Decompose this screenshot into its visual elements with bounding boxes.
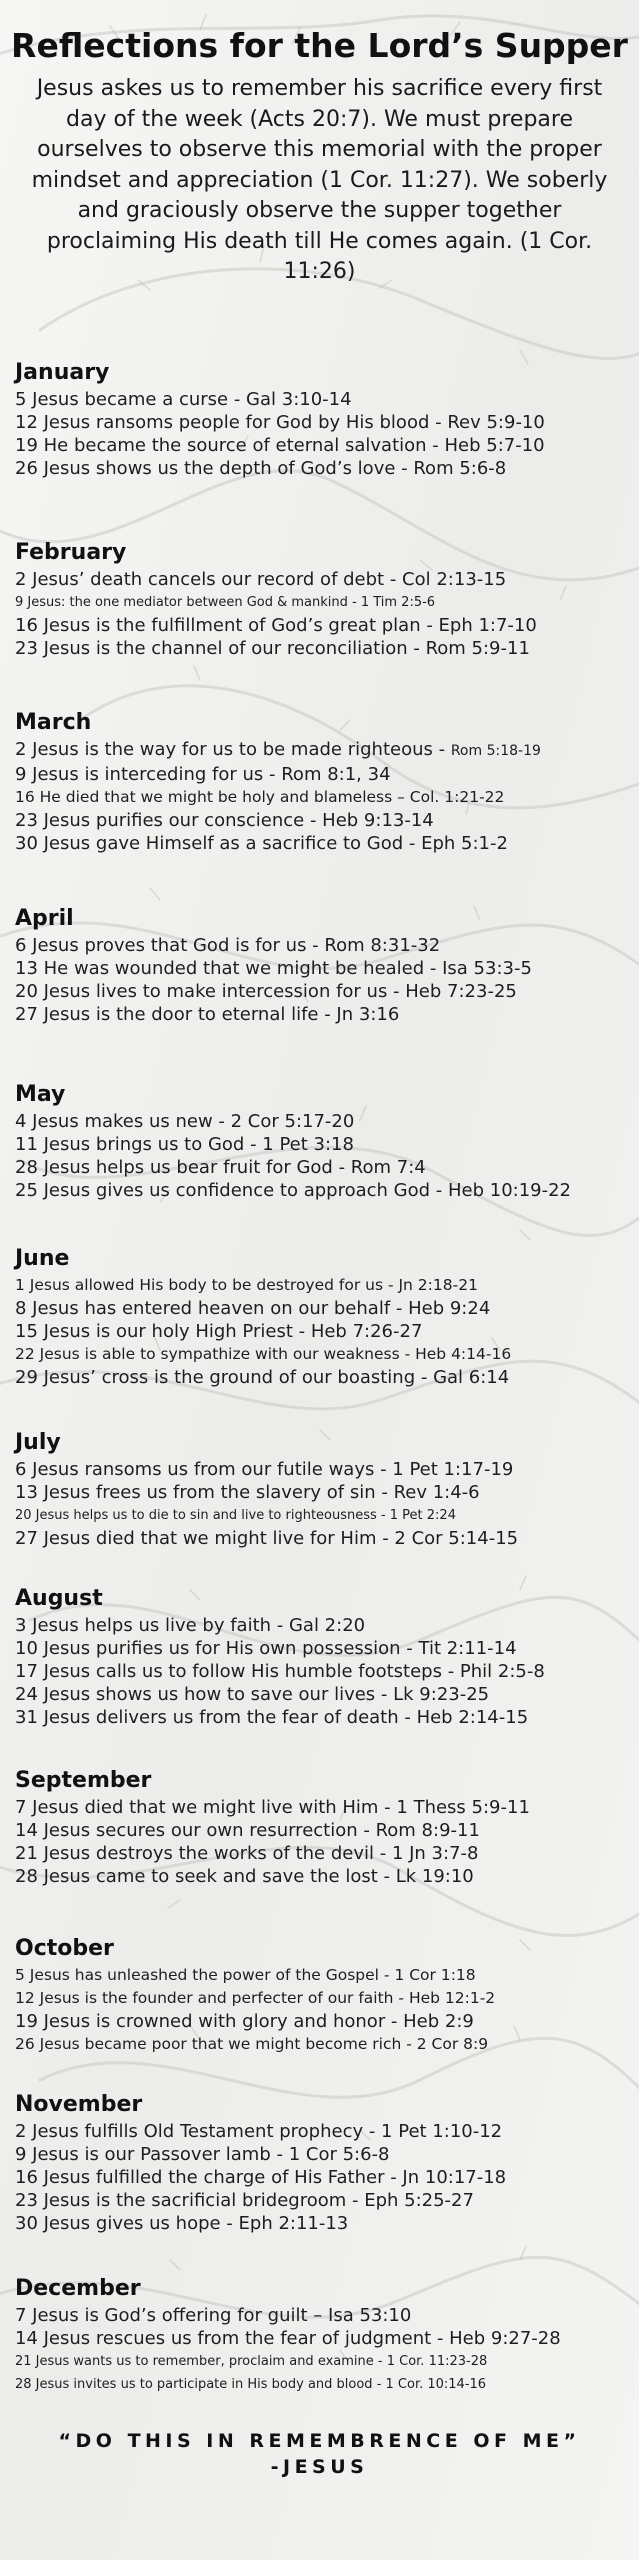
list-item: 22 Jesus is able to sympathize with our weakness - Heb 4:14-16 bbox=[15, 1345, 512, 1363]
month-august bbox=[15, 1584, 635, 1729]
closing-attribution: -JESUS bbox=[270, 2456, 369, 2478]
entry-list bbox=[15, 1274, 635, 1389]
list-item: 13 Jesus frees us from the slavery of sin - Rev 1:4-6 bbox=[15, 1482, 480, 1503]
list-item: 23 Jesus purifies our conscience - Heb 9:13-14 bbox=[15, 810, 434, 831]
list-item: 19 Jesus is crowned with glory and honor - Heb 2:9 bbox=[15, 2011, 474, 2032]
list-item: 30 Jesus gives us hope - Eph 2:11-13 bbox=[15, 2213, 349, 2234]
list-item: 19 He became the source of eternal salvation - Heb 5:7-10 bbox=[15, 435, 545, 456]
month-heading: July bbox=[15, 1430, 61, 1455]
list-item: 2 Jesus fulfills Old Testament prophecy - 1 Pet 1:10-12 bbox=[15, 2121, 503, 2142]
list-item: 26 Jesus shows us the depth of God’s love - Rom 5:6-8 bbox=[15, 458, 507, 479]
list-item: 10 Jesus purifies us for His own possession - Tit 2:11-14 bbox=[15, 1638, 517, 1659]
list-item: 13 He was wounded that we might be healed - Isa 53:3-5 bbox=[15, 958, 532, 979]
list-item: 16 Jesus is the fulfillment of God’s great plan - Eph 1:7-10 bbox=[15, 615, 537, 636]
list-item: 6 Jesus ransoms us from our futile ways - 1 Pet 1:17-19 bbox=[15, 1459, 514, 1480]
list-item: 5 Jesus has unleashed the power of the Gospel - 1 Cor 1:18 bbox=[15, 1966, 476, 1984]
entry-list bbox=[15, 1458, 635, 1550]
list-item: 14 Jesus secures our own resurrection - Rom 8:9-11 bbox=[15, 1820, 480, 1841]
month-september bbox=[15, 1766, 635, 1888]
month-may bbox=[15, 1080, 635, 1202]
list-item: 12 Jesus ransoms people for God by His blood - Rev 5:9-10 bbox=[15, 412, 545, 433]
entry-list bbox=[15, 1614, 635, 1729]
list-item: 20 Jesus helps us to die to sin and live to righteousness - 1 Pet 2:24 bbox=[15, 1508, 456, 1523]
entry-list bbox=[15, 2304, 635, 2396]
entry-list bbox=[15, 934, 635, 1026]
list-item: 16 Jesus fulfilled the charge of His Father - Jn 10:17-18 bbox=[15, 2167, 507, 2188]
list-item: 1 Jesus allowed His body to be destroyed for us - Jn 2:18-21 bbox=[15, 1276, 478, 1294]
list-item: 16 He died that we might be holy and blameless – Col. 1:21-22 bbox=[15, 788, 505, 806]
month-heading: May bbox=[15, 1082, 66, 1107]
entry-text: 2 Jesus is the way for us to be made righteous - bbox=[15, 739, 451, 760]
month-june bbox=[15, 1244, 635, 1389]
list-item: 23 Jesus is the channel of our reconciliation - Rom 5:9-11 bbox=[15, 638, 530, 659]
month-october bbox=[15, 1934, 635, 2056]
month-april bbox=[15, 904, 635, 1026]
list-item: 9 Jesus is our Passover lamb - 1 Cor 5:6-8 bbox=[15, 2144, 390, 2165]
list-item: 29 Jesus’ cross is the ground of our boasting - Gal 6:14 bbox=[15, 1367, 510, 1388]
intro-paragraph: Jesus askes us to remember his sacrifice every first day of the week (Acts 20:7). We must prepare ourselves to observe this memorial with the proper mindset and appreciation (1 Cor. 11:27). We soberly and graciously observe the supper together proclaiming His death till He comes again. (1 Cor. 11:26) bbox=[31, 76, 608, 284]
month-january bbox=[15, 358, 635, 480]
month-heading: September bbox=[15, 1768, 152, 1793]
month-heading: January bbox=[15, 360, 110, 385]
month-heading: November bbox=[15, 2092, 143, 2117]
list-item: 7 Jesus is God’s offering for guilt – Isa 53:10 bbox=[15, 2305, 412, 2326]
list-item: 2 Jesus’ death cancels our record of debt - Col 2:13-15 bbox=[15, 569, 507, 590]
list-item: 6 Jesus proves that God is for us - Rom 8:31-32 bbox=[15, 935, 441, 956]
list-item: 30 Jesus gave Himself as a sacrifice to God - Eph 5:1-2 bbox=[15, 833, 508, 854]
list-item: 27 Jesus is the door to eternal life - Jn 3:16 bbox=[15, 1004, 400, 1025]
list-item: 20 Jesus lives to make intercession for us - Heb 7:23-25 bbox=[15, 981, 517, 1002]
month-july bbox=[15, 1428, 635, 1550]
month-heading: June bbox=[15, 1246, 70, 1271]
list-item: 17 Jesus calls us to follow His humble footsteps - Phil 2:5-8 bbox=[15, 1661, 545, 1682]
entry-list bbox=[15, 568, 635, 660]
list-item: 12 Jesus is the founder and perfecter of our faith - Heb 12:1-2 bbox=[15, 1989, 496, 2007]
list-item: 15 Jesus is our holy High Priest - Heb 7:26-27 bbox=[15, 1321, 423, 1342]
page-title: Reflections for the Lord’s Supper bbox=[11, 26, 628, 65]
month-november bbox=[15, 2090, 635, 2235]
list-item: 14 Jesus rescues us from the fear of judgment - Heb 9:27-28 bbox=[15, 2328, 561, 2349]
month-heading: March bbox=[15, 710, 92, 735]
entry-list bbox=[15, 388, 635, 480]
entry-list bbox=[15, 1964, 635, 2056]
month-february bbox=[15, 538, 635, 660]
list-item: 7 Jesus died that we might live with Him - 1 Thess 5:9-11 bbox=[15, 1797, 530, 1818]
entry-list bbox=[15, 1110, 635, 1202]
closing-quote-text: “DO THIS IN REMEMBRENCE OF ME” bbox=[58, 2430, 581, 2452]
list-item: 3 Jesus helps us live by faith - Gal 2:20 bbox=[15, 1615, 366, 1636]
month-heading: October bbox=[15, 1936, 114, 1961]
list-item: 4 Jesus makes us new - 2 Cor 5:17-20 bbox=[15, 1111, 355, 1132]
month-heading: February bbox=[15, 540, 127, 565]
entry-list bbox=[15, 1796, 635, 1888]
list-item: 9 Jesus is interceding for us - Rom 8:1, 34 bbox=[15, 764, 391, 785]
list-item: 28 Jesus came to seek and save the lost - Lk 19:10 bbox=[15, 1866, 474, 1887]
list-item: 28 Jesus helps us bear fruit for God - Rom 7:4 bbox=[15, 1157, 426, 1178]
list-item: 21 Jesus destroys the works of the devil - 1 Jn 3:7-8 bbox=[15, 1843, 479, 1864]
list-item bbox=[15, 738, 635, 763]
list-item: 24 Jesus shows us how to save our lives - Lk 9:23-25 bbox=[15, 1684, 490, 1705]
entry-list bbox=[15, 2120, 635, 2235]
list-item: 8 Jesus has entered heaven on our behalf - Heb 9:24 bbox=[15, 1298, 491, 1319]
closing-quote bbox=[0, 2428, 639, 2480]
list-item: 9 Jesus: the one mediator between God & mankind - 1 Tim 2:5-6 bbox=[15, 595, 436, 610]
list-item: 25 Jesus gives us confidence to approach God - Heb 10:19-22 bbox=[15, 1180, 572, 1201]
list-item: 5 Jesus became a curse - Gal 3:10-14 bbox=[15, 389, 352, 410]
list-item: 23 Jesus is the sacrificial bridegroom - Eph 5:25-27 bbox=[15, 2190, 474, 2211]
list-item: 11 Jesus brings us to God - 1 Pet 3:18 bbox=[15, 1134, 354, 1155]
list-item: 21 Jesus wants us to remember, proclaim and examine - 1 Cor. 11:23-28 bbox=[15, 2354, 488, 2369]
list-item: 28 Jesus invites us to participate in His body and blood - 1 Cor. 10:14-16 bbox=[15, 2377, 487, 2392]
month-heading: August bbox=[15, 1586, 103, 1611]
list-item: 31 Jesus delivers us from the fear of death - Heb 2:14-15 bbox=[15, 1707, 529, 1728]
list-item: 26 Jesus became poor that we might become rich - 2 Cor 8:9 bbox=[15, 2035, 489, 2053]
entry-reference: Rom 5:18-19 bbox=[450, 743, 541, 759]
list-item: 27 Jesus died that we might live for Him - 2 Cor 5:14-15 bbox=[15, 1528, 519, 1549]
month-heading: April bbox=[15, 906, 74, 931]
entry-list bbox=[15, 738, 635, 855]
month-heading: December bbox=[15, 2276, 141, 2301]
month-march bbox=[15, 708, 635, 855]
month-december bbox=[15, 2274, 635, 2396]
